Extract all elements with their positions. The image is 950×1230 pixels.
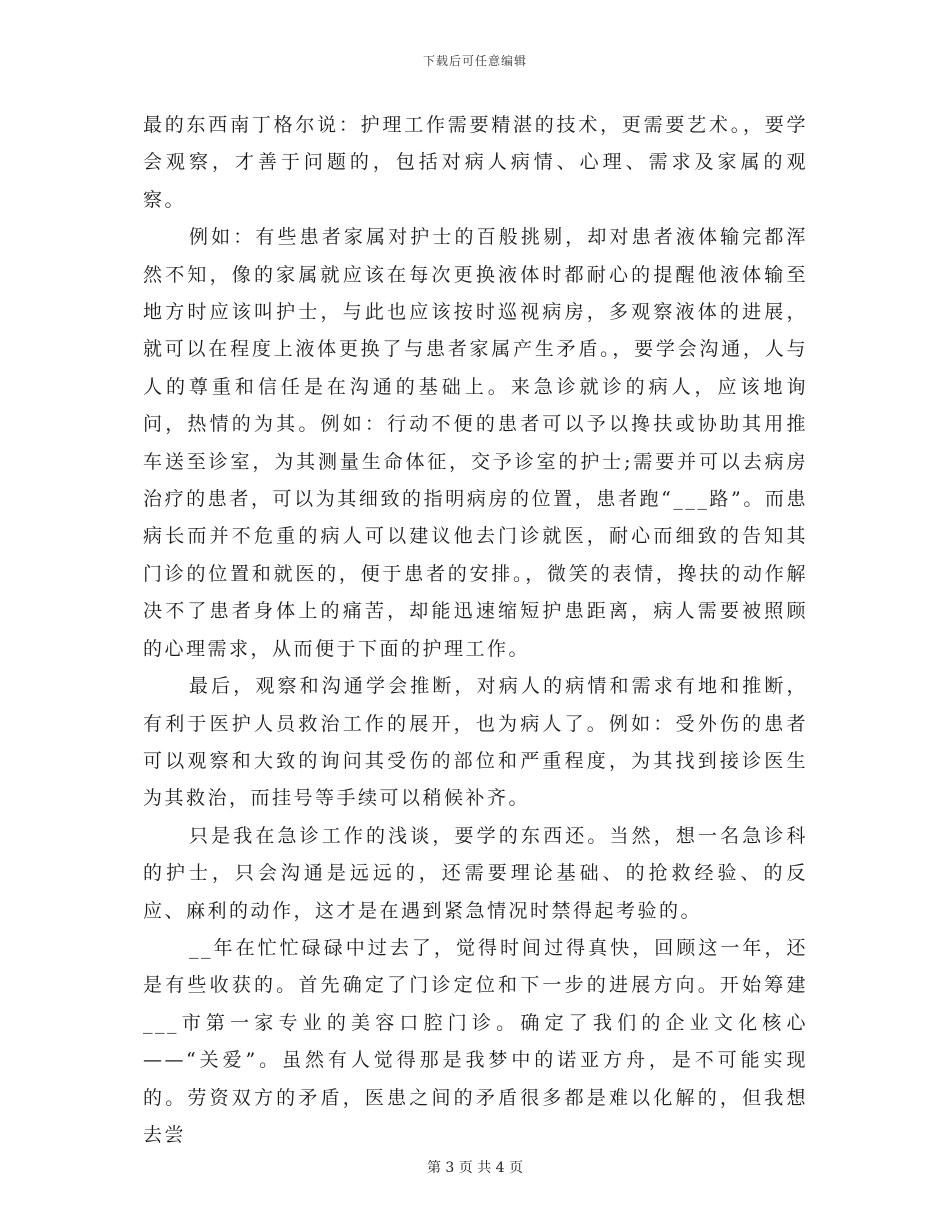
page-number-footer: 第 3 页 共 4 页 xyxy=(426,1160,524,1176)
document-body xyxy=(143,107,808,1154)
paragraph: 例如：有些患者家属对护士的百般挑剔，却对患者液体输完都浑然不知，像的家属就应该在每次更换液体时都耐心的提醒他液体输至地方时应该叫护士，与此也应该按时巡视病房，多观察液体的进展，就可以在程度上液体更换了与患者家属产生矛盾。，要学会沟通，人与人的尊重和信任是在沟通的基础上。来急诊就诊的病人，应该地询问，热情的为其。例如：行动不便的患者可以予以搀扶或协助其用推车送至诊室，为其测量生命体征，交予诊室的护士;需要并可以去病房治疗的患者，可以为其细致的指明病房的位置，患者跑“___路”。而患病长而并不危重的病人可以建议他去门诊就医，耐心而细致的告知其门诊的位置和就医的，便于患者的安排。，微笑的表情，搀扶的动作解决不了患者身体上的痛苦，却能迅速缩短护患距离，病人需要被照顾的心理需求，从而便于下面的护理工作。 xyxy=(143,226,808,660)
paragraph: 最的东西南丁格尔说：护理工作需要精湛的技术，更需要艺术。，要学会观察，才善于问题的，包括对病人病情、心理、需求及家属的观察。 xyxy=(143,114,808,211)
paragraph: __年在忙忙碌碌中过去了，觉得时间过得真快，回顾这一年，还是有些收获的。首先确定了门诊定位和下一步的进展方向。开始筹建___市第一家专业的美容口腔门诊。确定了我们的企业文化核心——“关爱”。虽然有人觉得那是我梦中的诺亚方舟，是不可能实现的。劳资双方的矛盾，医患之间的矛盾很多都是难以化解的，但我想去尝 xyxy=(143,936,808,1146)
paragraph: 只是我在急诊工作的浅谈，要学的东西还。当然，想一名急诊科的护士，只会沟通是远远的，还需要理论基础、的抢救经验、的反应、麻利的动作，这才是在遇到紧急情况时禁得起考验的。 xyxy=(143,824,808,922)
page-header: 下载后可任意编辑 xyxy=(422,54,527,68)
paragraph: 最后，观察和沟通学会推断，对病人的病情和需求有地和推断，有利于医护人员救治工作的展开，也为病人了。例如：受外伤的患者可以观察和大致的询问其受伤的部位和严重程度，为其找到接诊医生为其救治，而挂号等手续可以稍候补齐。 xyxy=(143,675,808,810)
